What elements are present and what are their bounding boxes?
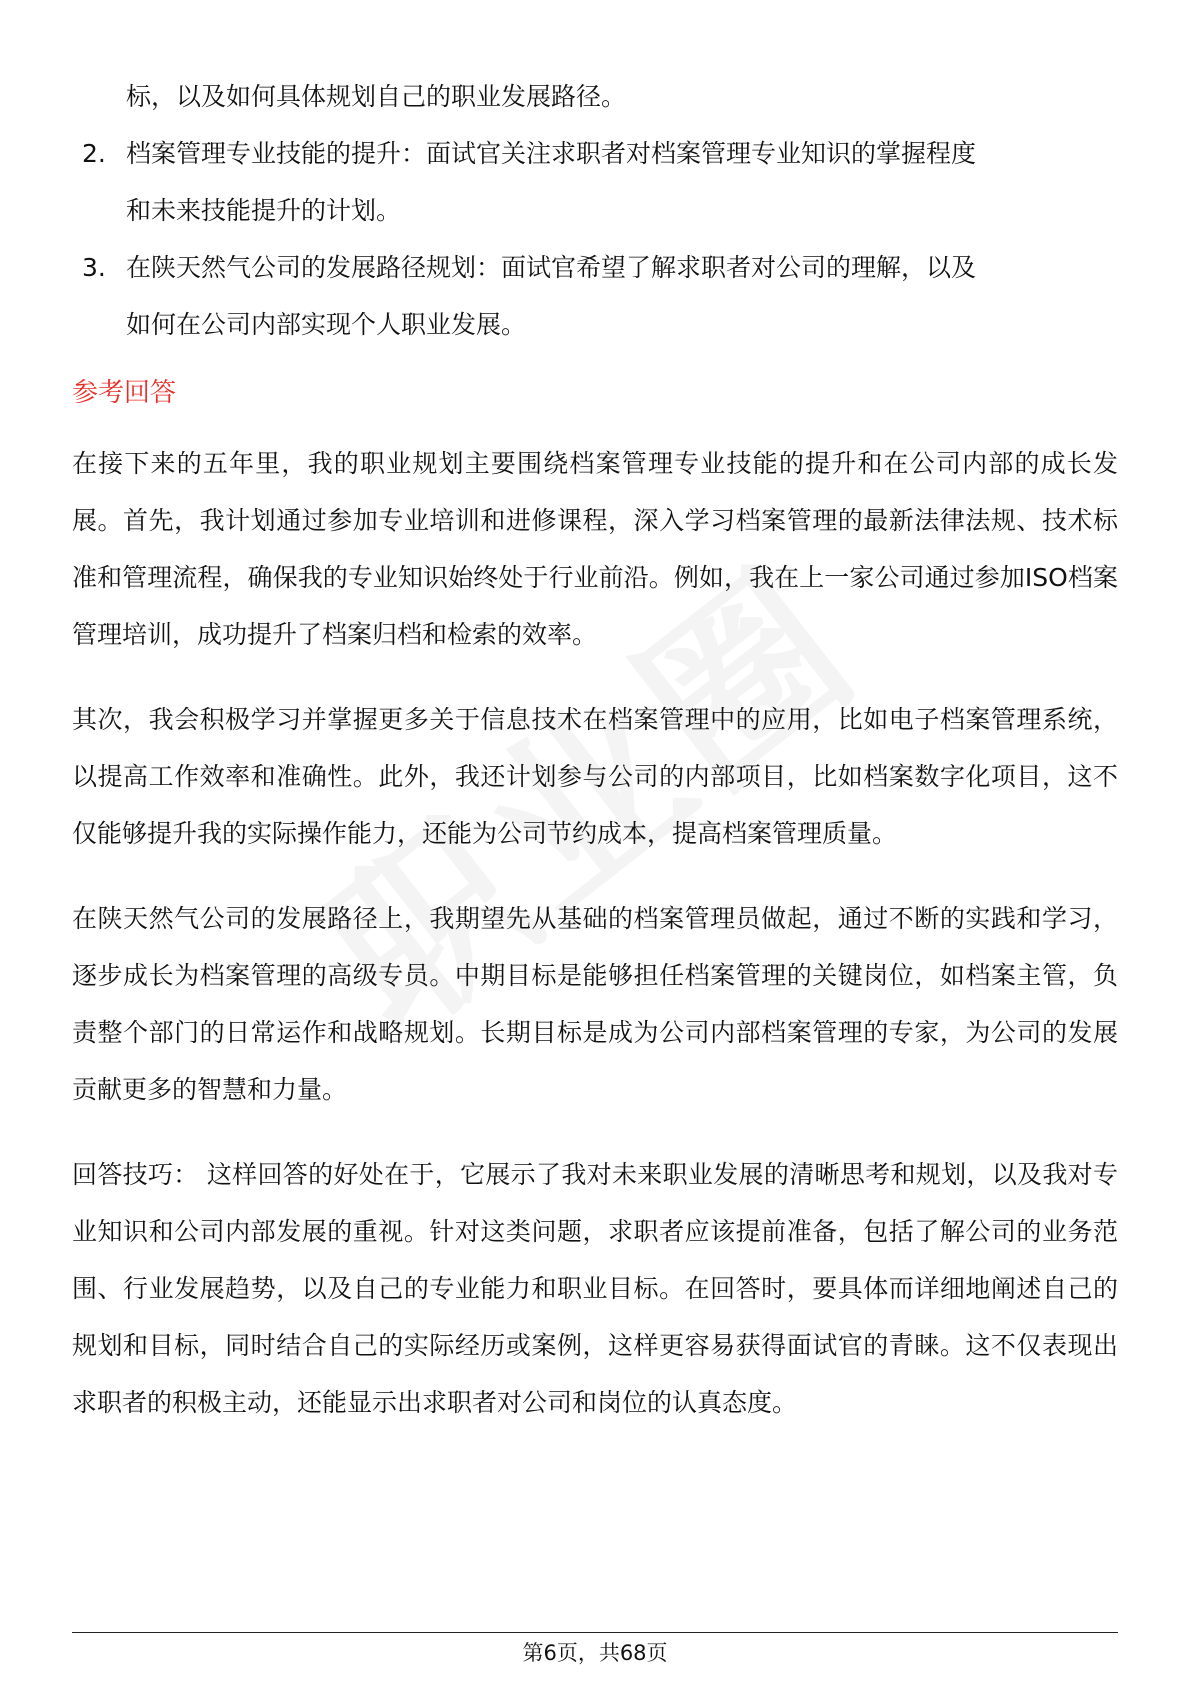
list-item-text-line: 和未来技能提升的计划。 [126,196,402,225]
answer-paragraph-1: 在接下来的五年里，我的职业规划主要围绕档案管理专业技能的提升和在公司内部的成长发展。首先，我计划通过参加专业培训和进修课程，深入学习档案管理的最新法律法规、技术标准和管理流程，确保我的专业知识始终处于行业前沿。例如，我在上一家公司通过参加ISO档案管理培训，成功提升了档案归档和检索的效率。 [72,449,1118,649]
page-content [72,68,1118,1459]
list-item-text-line: 在陕天然气公司的发展路径规划：面试官希望了解求职者对公司的理解，以及 [126,253,977,282]
list-item-number: 3. [82,253,106,282]
answer-tips-paragraph: 回答技巧： 这样回答的好处在于，它展示了我对未来职业发展的清晰思考和规划，以及我对专业知识和公司内部发展的重视。针对这类问题，求职者应该提前准备，包括了解公司的业务范围、行业发展趋势，以及自己的专业能力和职业目标。在回答时，要具体而详细地阐述自己的规划和目标，同时结合自己的实际经历或案例，这样更容易获得面试官的青睐。这不仅表现出求职者的积极主动，还能显示出求职者对公司和岗位的认真态度。 [72,1160,1118,1417]
list-item-3 [72,239,1118,353]
page-number: 第6页，共68页 [522,1641,668,1665]
section-heading-reference-answer: 参考回答 [72,378,177,408]
list-item-2 [72,125,1118,239]
footer-divider [72,1632,1118,1633]
answer-paragraph-3: 在陕天然气公司的发展路径上，我期望先从基础的档案管理员做起，通过不断的实践和学习，逐步成长为档案管理的高级专员。中期目标是能够担任档案管理的关键岗位，如档案主管，负责整个部门的日常运作和战略规划。长期目标是成为公司内部档案管理的专家，为公司的发展贡献更多的智慧和力量。 [72,904,1118,1104]
list-item-text-line: 档案管理专业技能的提升：面试官关注求职者对档案管理专业知识的掌握程度 [126,139,977,168]
list-item-text-line: 如何在公司内部实现个人职业发展。 [126,310,527,339]
list-item-number: 2. [82,139,106,168]
answer-paragraph-2: 其次，我会积极学习并掌握更多关于信息技术在档案管理中的应用，比如电子档案管理系统，以提高工作效率和准确性。此外，我还计划参与公司的内部项目，比如档案数字化项目，这不仅能够提升我的实际操作能力，还能为公司节约成本，提高档案管理质量。 [72,705,1118,848]
list-item-continuation: 标，以及如何具体规划自己的职业发展路径。 [126,82,627,111]
